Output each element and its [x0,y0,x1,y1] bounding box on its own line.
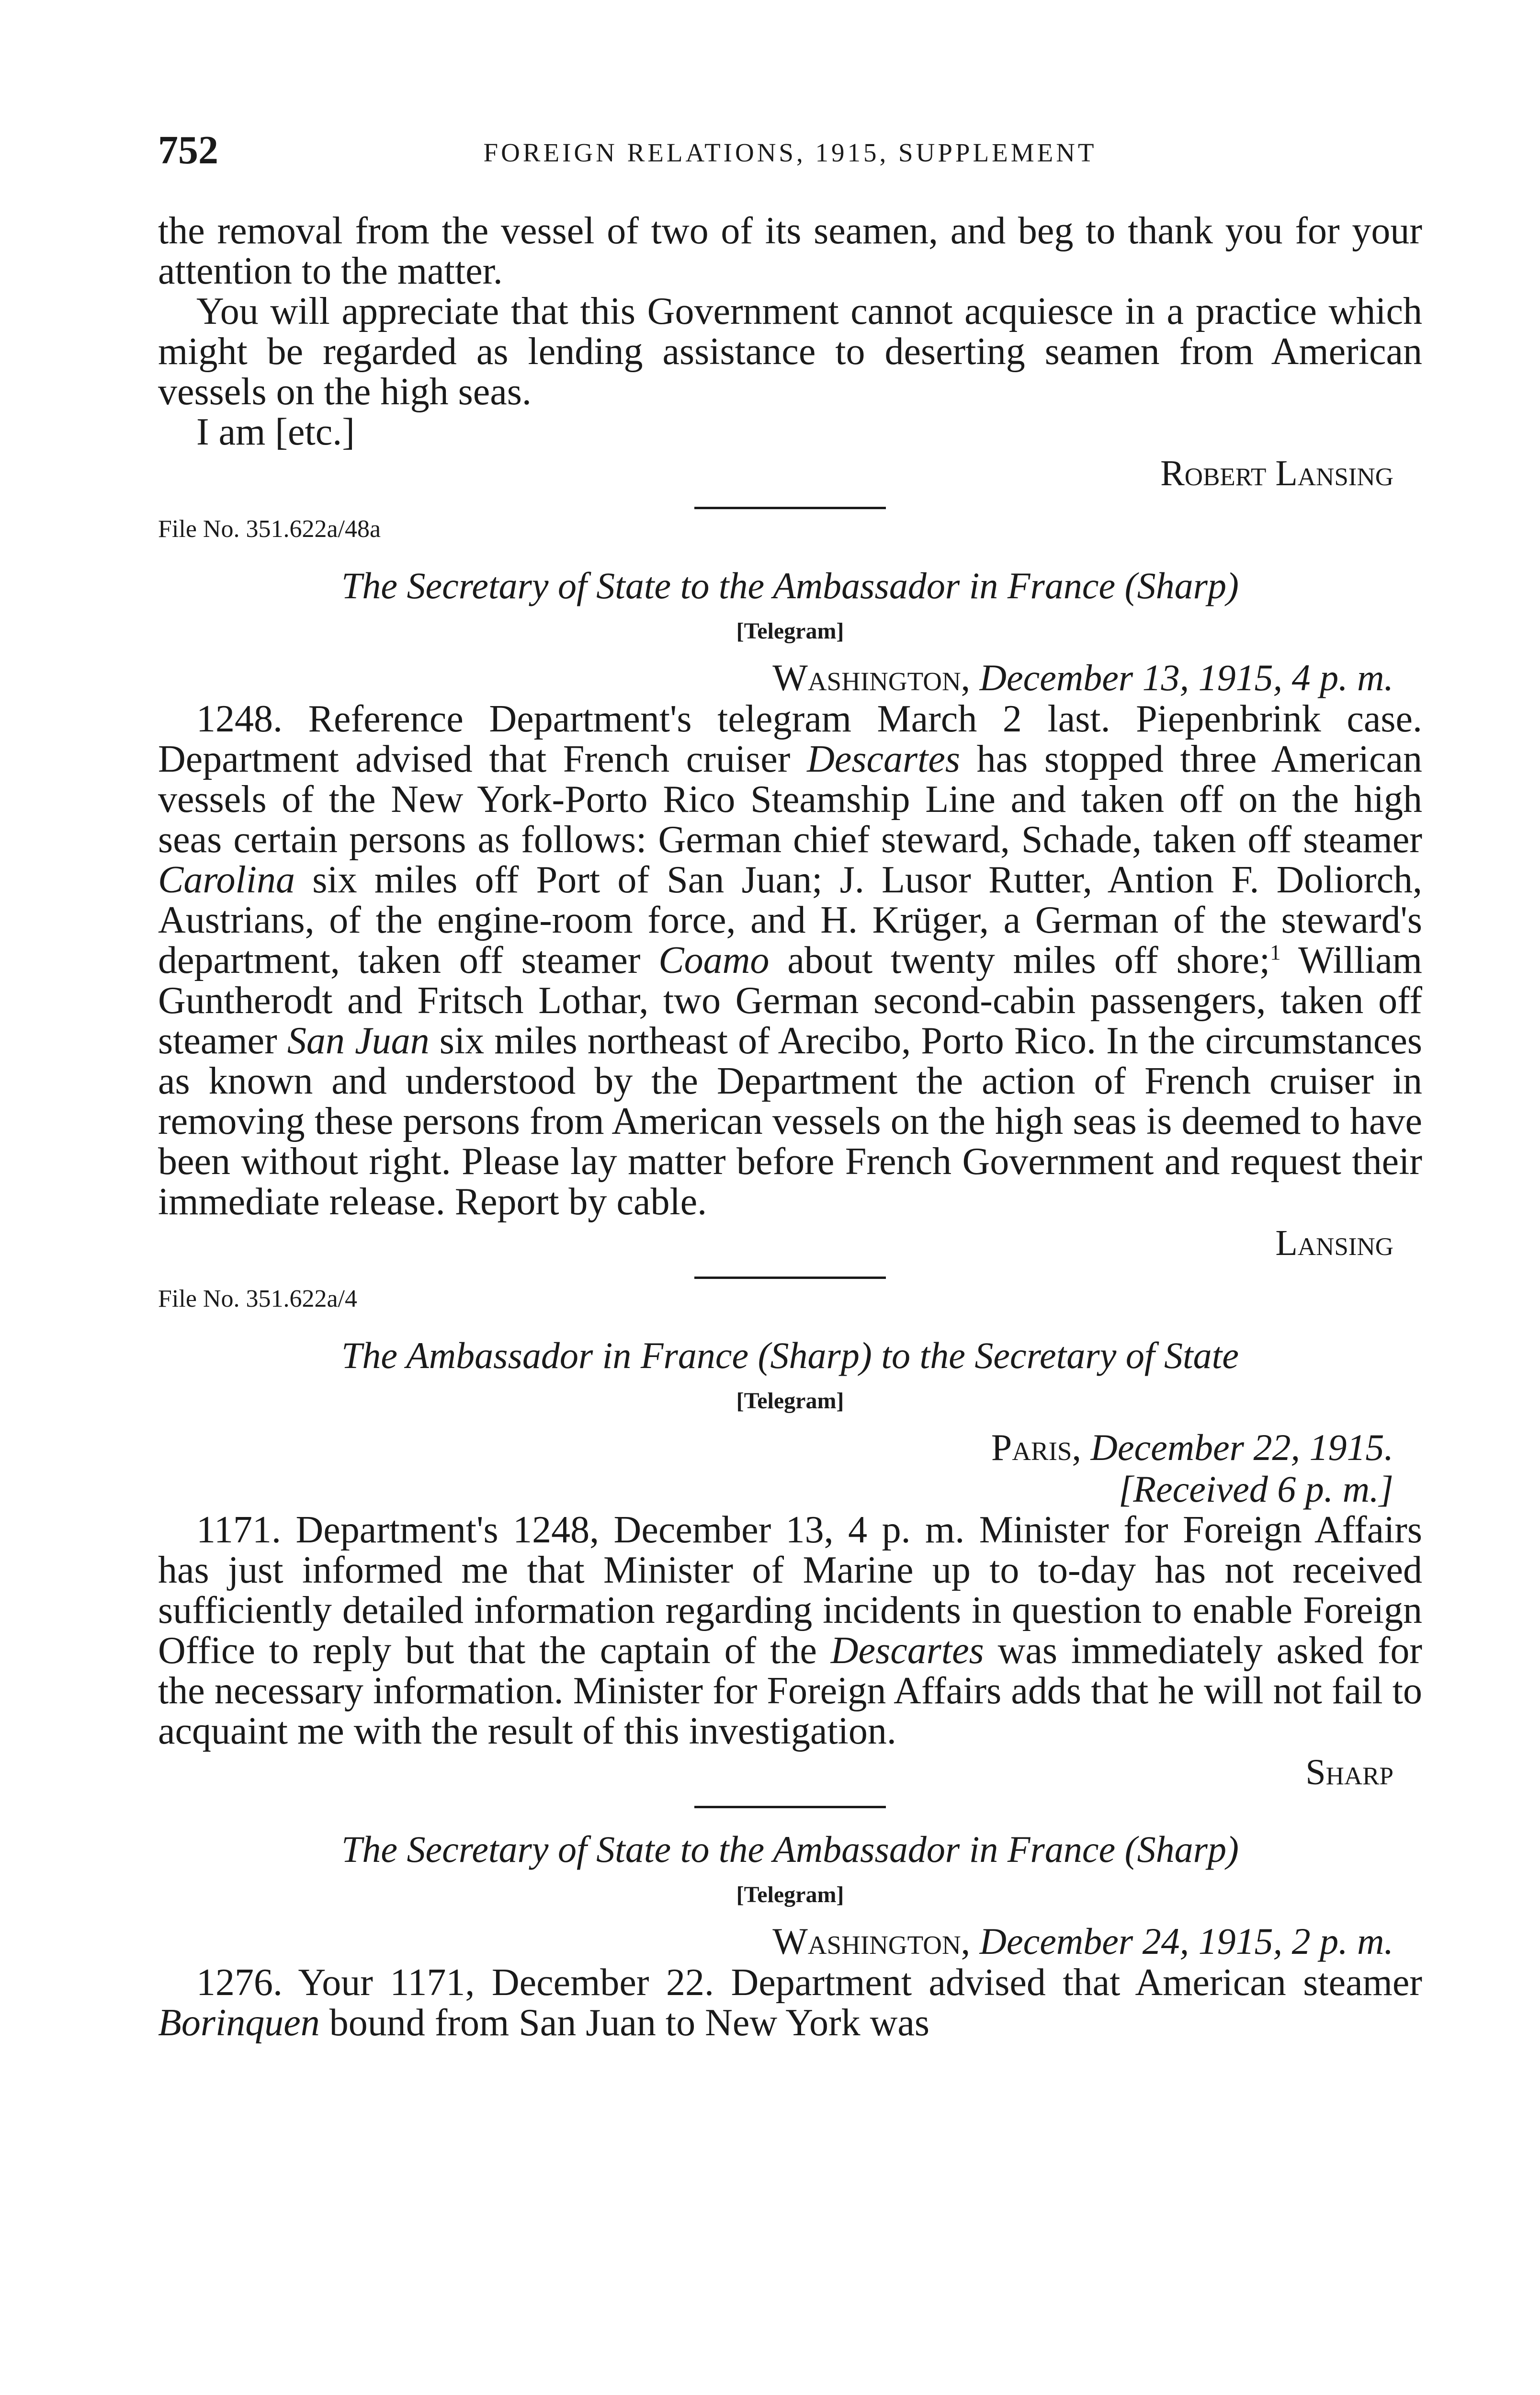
section-divider [694,507,886,509]
signature: Sharp [1305,1752,1393,1792]
signature: Robert Lansing [1160,453,1393,493]
body-text: 1248. Reference Department's telegram March 2 last. Piepenbrink case. Department advised that French cruiser [158,698,1422,780]
body-text: was immediately asked for the necessary information. Minister for Foreign Affairs adds that he will not fail to acquaint me with the result of this investigation. [158,1630,1423,1752]
body-text: about twenty miles off shore; [787,939,1270,981]
letter-paragraph: You will appreciate that this Government cannot acquiesce in a practice which might be regarded as lending assistance to deserting seamen from American vessels on the high seas. [158,290,1422,413]
page-content [158,211,1422,2043]
ship-name: Carolina [158,859,295,901]
dateline [158,1920,1393,1962]
telegram-body [158,1510,1422,1751]
dateline-date: December 24, 1915, 2 p. m. [979,1920,1393,1962]
letter-paragraph: the removal from the vessel of two of its seamen, and beg to thank you for your attention to the matter. [158,210,1422,292]
section-divider [694,1806,886,1808]
ship-name: San Juan [287,1020,430,1062]
dateline-date: December 22, 1915. [1090,1426,1393,1468]
telegram-label: [Telegram] [736,618,844,644]
dateline [158,657,1393,699]
document-title: The Secretary of State to the Ambassador in France (Sharp) [341,1828,1239,1870]
telegram-label: [Telegram] [736,1388,844,1414]
dateline-place: Washington, [772,657,971,698]
body-text: bound from San Juan to New York was [329,2002,930,2044]
dateline [158,1426,1393,1469]
received-note: [Received 6 p. m.] [1119,1468,1393,1510]
telegram-body [158,1962,1422,2043]
running-title: FOREIGN RELATIONS, 1915, SUPPLEMENT [483,138,1097,167]
file-number: File No. 351.622a/4 [158,1285,357,1312]
file-number: File No. 351.622a/48a [158,515,381,543]
document-title: The Ambassador in France (Sharp) to the Secretary of State [341,1334,1239,1376]
signature: Lansing [1275,1223,1393,1263]
section-divider [694,1277,886,1279]
telegram-label: [Telegram] [736,1882,844,1907]
letter-closing: I am [etc.] [196,411,355,453]
page-header [158,122,1422,175]
ship-name: Borinquen [158,2002,320,2044]
dateline-place: Paris, [991,1426,1081,1468]
ship-name: Descartes [807,738,960,780]
body-text: six miles off Port of San Juan; J. Lusor Rutter, Antion F. Doliorch, Austrians, of the engine-room force, and H. Krüger, a German of the steward's department, taken off steamer [158,859,1423,981]
body-text: has stopped three American vessels of the New York-Porto Rico Steamship Line and taken off on the high seas certain persons as follows: German chief steward, Schade, taken off steamer [158,738,1423,861]
document-title: The Secretary of State to the Ambassador in France (Sharp) [341,565,1239,606]
telegram-body [158,699,1422,1222]
footnote-reference: 1 [1270,940,1281,965]
dateline-place: Washington, [772,1920,971,1962]
ship-name: Coamo [658,939,770,981]
body-text: six miles northeast of Arecibo, Porto Rico. In the circumstances as known and understood by the Department the action of French cruiser in removing these persons from American vessels on the high seas is deemed to have been without right. Please lay matter before French Government and request their immediate release. Report by cable. [158,1020,1422,1223]
page-number: 752 [158,128,218,172]
ship-name: Descartes [830,1630,984,1672]
body-text: William Guntherodt and Fritsch Lothar, two German second-cabin passengers, taken off steamer [158,939,1423,1062]
body-text: 1171. Department's 1248, December 13, 4 p. m. Minister for Foreign Affairs has just informed me that Minister of Marine up to to-day has not received sufficiently detailed information regarding incidents in question to enable Foreign Office to reply but that the captain of the [158,1509,1422,1672]
dateline-date: December 13, 1915, 4 p. m. [979,657,1393,698]
body-text: 1276. Your 1171, December 22. Department advised that American steamer [196,1962,1422,2004]
